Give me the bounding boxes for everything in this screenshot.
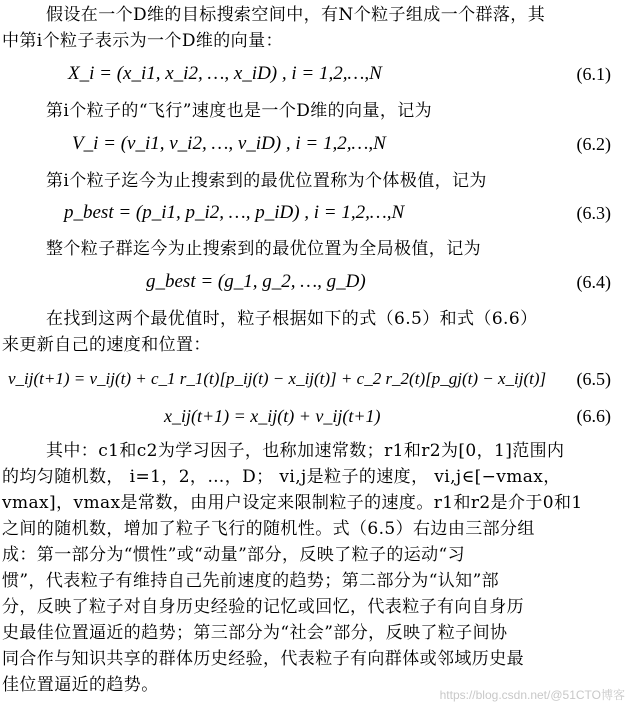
equation-number: (6.1) (576, 64, 611, 84)
equation-6-4: g_best = (g_1, g_2, …, g_D) (146, 271, 366, 292)
paragraph-line: 史最佳位置逼近的趋势；第三部分为“社会”部分，反映了粒子间协 (2, 623, 508, 643)
paragraph-line: 的均匀随机数， i=1，2，…，D； vi,j是粒子的速度， vi,j∈[−vmax， (2, 467, 561, 487)
paragraph-line: 同合作与知识共享的群体历史经验，代表粒子有向群体或邻域历史最 (2, 649, 524, 669)
paragraph-line: 来更新自己的速度和位置： (2, 335, 211, 355)
paragraph-line: 惯”，代表粒子有维持自己先前速度的趋势；第二部分为“认知”部 (2, 571, 500, 591)
equation-number: (6.3) (576, 203, 611, 223)
paragraph-line: vmax]，vmax是常数，由用户设定来限制粒子的速度。r1和r2是介于0和1 (2, 493, 583, 513)
watermark: https://blog.csdn.net/@51CTO博客 (439, 688, 625, 702)
equation-6-6: x_ij(t+1) = x_ij(t) + v_ij(t+1) (164, 406, 381, 426)
paragraph-line: 第i个粒子迄今为止搜索到的最优位置称为个体极值，记为 (46, 171, 487, 191)
paragraph-line: 第i个粒子的“飞行”速度也是一个D维的向量，记为 (46, 101, 433, 121)
paragraph-line: 之间的随机数，增加了粒子飞行的随机性。式（6.5）右边由三部分组 (2, 519, 535, 539)
equation-number: (6.5) (576, 369, 611, 389)
paragraph-line: 其中：c1和c2为学习因子，也称加速常数；r1和r2为[0，1]范围内 (46, 441, 565, 461)
paragraph-line: 中第i个粒子表示为一个D维的向量： (2, 31, 283, 51)
equation-number: (6.2) (576, 134, 611, 154)
equation-6-3: p_best = (p_i1, p_i2, …, p_iD) , i = 1,2,…,N (64, 202, 405, 223)
paragraph-line: 成：第一部分为“惯性”或“动量”部分，反映了粒子的运动“习 (2, 545, 466, 565)
paragraph-line: 假设在一个D维的目标搜索空间中，有N个粒子组成一个群落，其 (46, 5, 546, 25)
equation-6-2: V_i = (v_i1, v_i2, …, v_iD) , i = 1,2,…,N (72, 133, 386, 154)
paragraph-line: 整个粒子群迄今为止搜索到的最优位置为全局极值，记为 (46, 239, 481, 259)
paragraph-line: 分，反映了粒子对自身历史经验的记忆或回忆，代表粒子有向自身历 (2, 597, 524, 617)
equation-6-1: X_i = (x_i1, x_i2, …, x_iD) , i = 1,2,…,N (68, 63, 382, 84)
paragraph-line: 在找到这两个最优值时，粒子根据如下的式（6.5）和式（6.6） (46, 309, 538, 329)
equation-number: (6.6) (576, 406, 611, 426)
equation-number: (6.4) (576, 272, 611, 292)
paragraph-line: 佳位置逼近的趋势。 (2, 675, 159, 695)
equation-6-5: v_ij(t+1) = v_ij(t) + c_1 r_1(t)[p_ij(t) − x_ij(t)] + c_2 r_2(t)[p_gj(t) − x_ij(t)] (8, 369, 547, 388)
